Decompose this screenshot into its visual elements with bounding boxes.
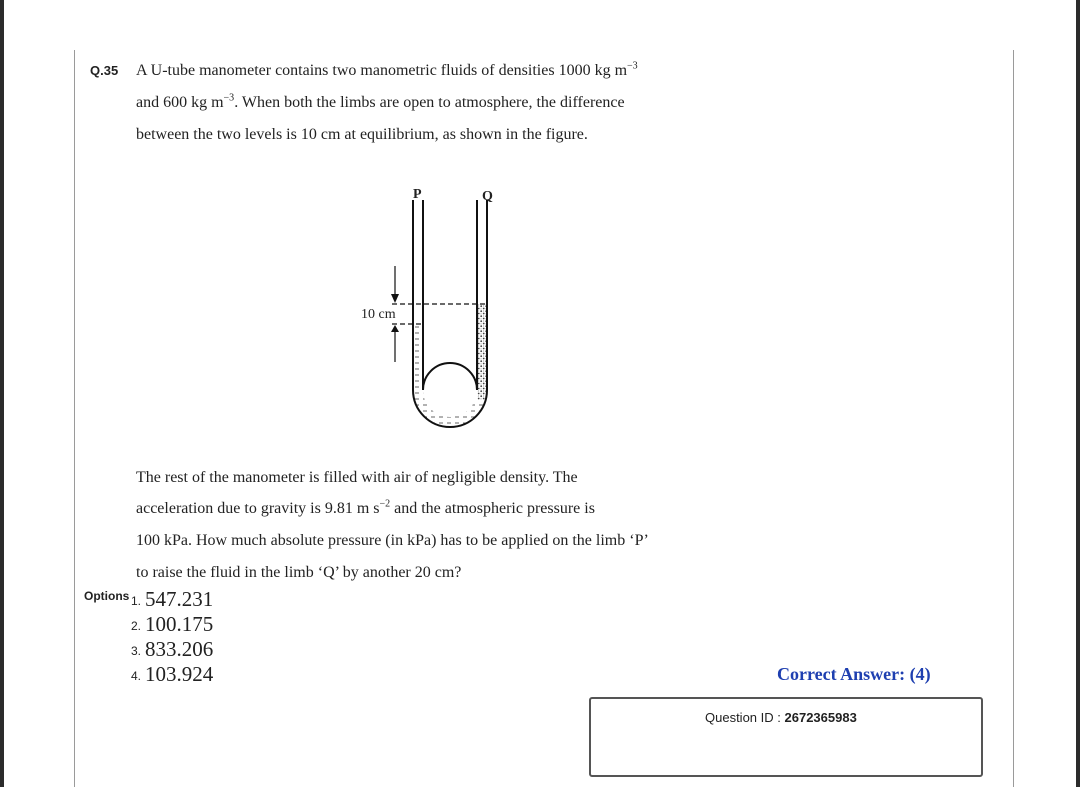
dimension-arrowhead-down <box>391 294 399 303</box>
light-fluid <box>477 304 487 400</box>
question-id-box <box>589 697 983 777</box>
dimension-label: 10 cm <box>361 307 396 322</box>
window-edge-right <box>1076 0 1080 787</box>
question-text-line-3: between the two levels is 10 cm at equilibrium, as shown in the figure. <box>136 126 588 143</box>
limb-p-label: P <box>413 187 422 202</box>
question-text-line-2: and 600 kg $m^{-3}$. When both the limbs are open to atmosphere, the difference <box>136 92 625 111</box>
option-number: 3. <box>131 644 142 658</box>
content-border-left <box>74 50 75 787</box>
question-id-label: Question ID : <box>705 710 781 725</box>
option-number: 2. <box>131 619 142 633</box>
manometer-figure <box>350 180 540 450</box>
option-1[interactable] <box>131 587 213 611</box>
u-tube-outer-wall <box>413 200 487 427</box>
limb-q-label: Q <box>482 189 493 204</box>
question-text-line-6: 100 kPa. How much absolute pressure (in kPa) has to be applied on the limb ‘P’ <box>136 532 649 549</box>
content-border-right <box>1013 50 1014 787</box>
question-number: Q.35 <box>90 63 119 78</box>
option-4[interactable] <box>131 662 213 686</box>
option-value: 547.231 <box>145 587 214 611</box>
question-text-line-1: A U-tube manometer contains two manometric fluids of densities 1000 kg $m^{-3}$ <box>136 60 638 79</box>
correct-answer: Correct Answer: (4) <box>777 664 931 684</box>
options-label: Options <box>84 589 130 603</box>
option-value: 103.924 <box>145 662 214 686</box>
option-3[interactable] <box>131 637 213 661</box>
question-id <box>705 710 857 725</box>
option-value: 100.175 <box>145 612 214 636</box>
question-id-value: 2672365983 <box>784 710 857 725</box>
question-text-line-5: acceleration due to gravity is 9.81 m $s^{-2}$ and the atmospheric pressure is <box>136 498 595 517</box>
question-text-line-4: The rest of the manometer is filled with air of negligible density. The <box>136 469 578 486</box>
question-text-line-7: to raise the fluid in the limb ‘Q’ by another 20 cm? <box>136 564 462 581</box>
u-tube-inner-wall <box>423 200 477 390</box>
option-number: 4. <box>131 669 142 683</box>
option-value: 833.206 <box>145 637 214 661</box>
option-2[interactable] <box>131 612 213 636</box>
option-number: 1. <box>131 594 142 608</box>
window-edge-left <box>0 0 4 787</box>
dimension-arrowhead-up <box>391 325 399 332</box>
